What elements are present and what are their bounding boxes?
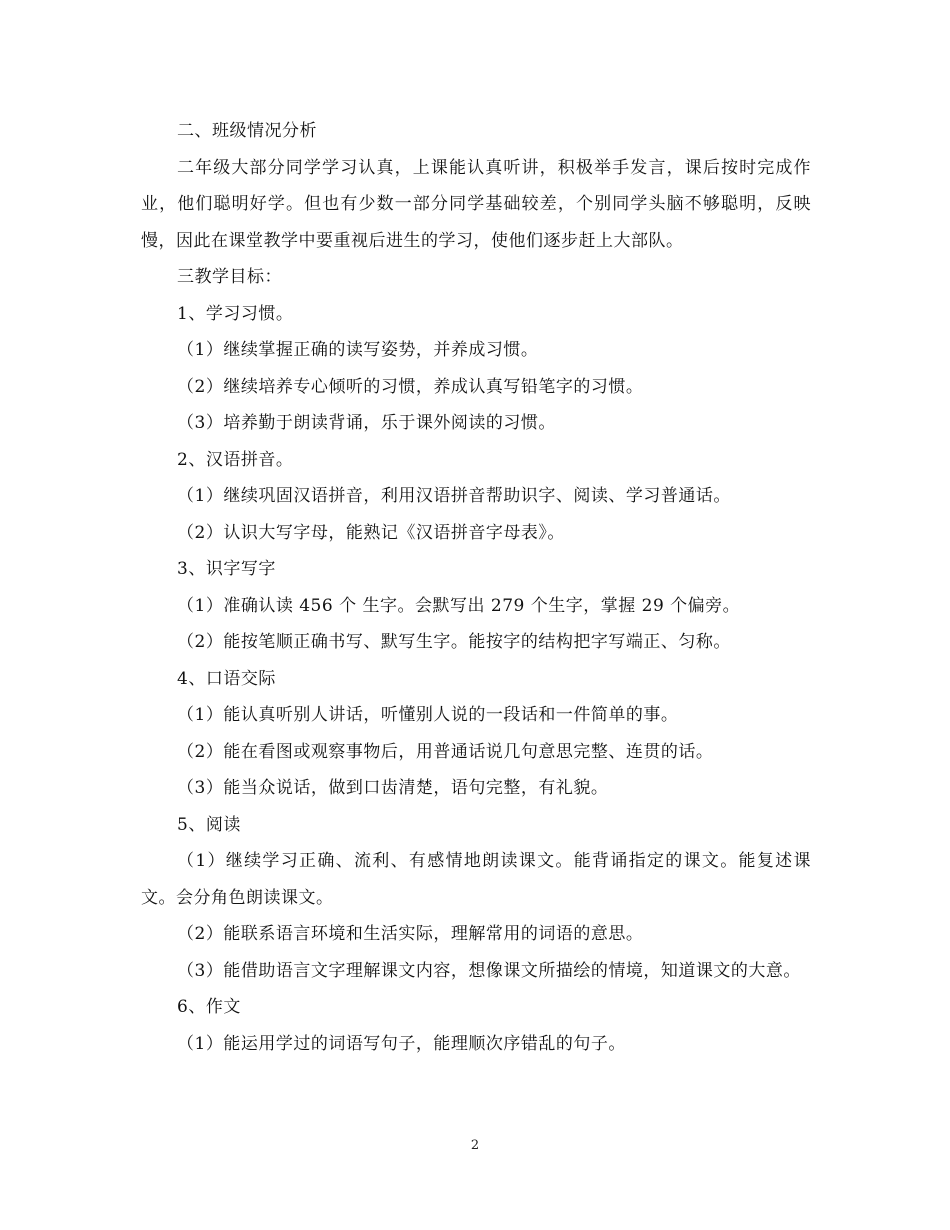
list-item: （3）能借助语言文字理解课文内容，想像课文所描绘的情境，知道课文的大意。 bbox=[177, 960, 801, 981]
list-item: （1）继续掌握正确的读写姿势，并养成习惯。 bbox=[177, 340, 539, 360]
list-item: （2）继续培养专心倾听的习惯，养成认真写铅笔字的习惯。 bbox=[177, 376, 644, 397]
document-body bbox=[141, 113, 811, 1062]
subsection-heading: 5、阅读 bbox=[177, 814, 241, 835]
list-item: （2）能联系语言环境和生活实际，理解常用的词语的意思。 bbox=[177, 924, 644, 944]
subsection-heading: 3、识字写字 bbox=[177, 559, 276, 579]
list-item: （1）准确认读 456 个 生字。会默写出 279 个生字，掌握 29 个偏旁。 bbox=[177, 595, 741, 616]
list-item: （3）培养勤于朗读背诵，乐于课外阅读的习惯。 bbox=[177, 413, 556, 433]
list-item: （3）能当众说话，做到口齿清楚，语句完整，有礼貌。 bbox=[177, 778, 609, 798]
list-item: （1）继续巩固汉语拼音，利用汉语拼音帮助识字、阅读、学习普通话。 bbox=[177, 486, 731, 506]
list-item: （2）能按笔顺正确书写、默写生字。能按字的结构把字写端正、匀称。 bbox=[177, 632, 731, 652]
section-heading: 二、班级情况分析 bbox=[177, 121, 317, 141]
section-heading: 三教学目标： bbox=[177, 267, 282, 287]
subsection-heading: 4、口语交际 bbox=[177, 668, 276, 689]
list-item: （1）继续学习正确、流利、有感情地朗读课文。能背诵指定的课文。能复述课文。会分角色朗读课文。 bbox=[141, 851, 811, 908]
subsection-heading: 1、学习习惯。 bbox=[177, 303, 294, 324]
subsection-heading: 6、作文 bbox=[177, 997, 241, 1017]
list-item: （1）能认真听别人讲话，听懂别人说的一段话和一件简单的事。 bbox=[177, 705, 679, 725]
list-item: （2）能在看图或观察事物后，用普通话说几句意思完整、连贯的话。 bbox=[177, 741, 714, 762]
subsection-heading: 2、汉语拼音。 bbox=[177, 449, 294, 470]
page-number: 2 bbox=[470, 1138, 480, 1153]
list-item: （1）能运用学过的词语写句子，能理顺次序错乱的句子。 bbox=[177, 1033, 626, 1054]
paragraph: 二年级大部分同学学习认真，上课能认真听讲，积极举手发言，课后按时完成作业，他们聪明好学。但也有少数一部分同学基础较差，个别同学头脑不够聪明，反映慢，因此在课堂教学中要重视后进生的学习，使他们逐步赶上大部队。 bbox=[141, 157, 811, 251]
list-item: （2）认识大写字母，能熟记《汉语拼音字母表》。 bbox=[177, 522, 565, 543]
